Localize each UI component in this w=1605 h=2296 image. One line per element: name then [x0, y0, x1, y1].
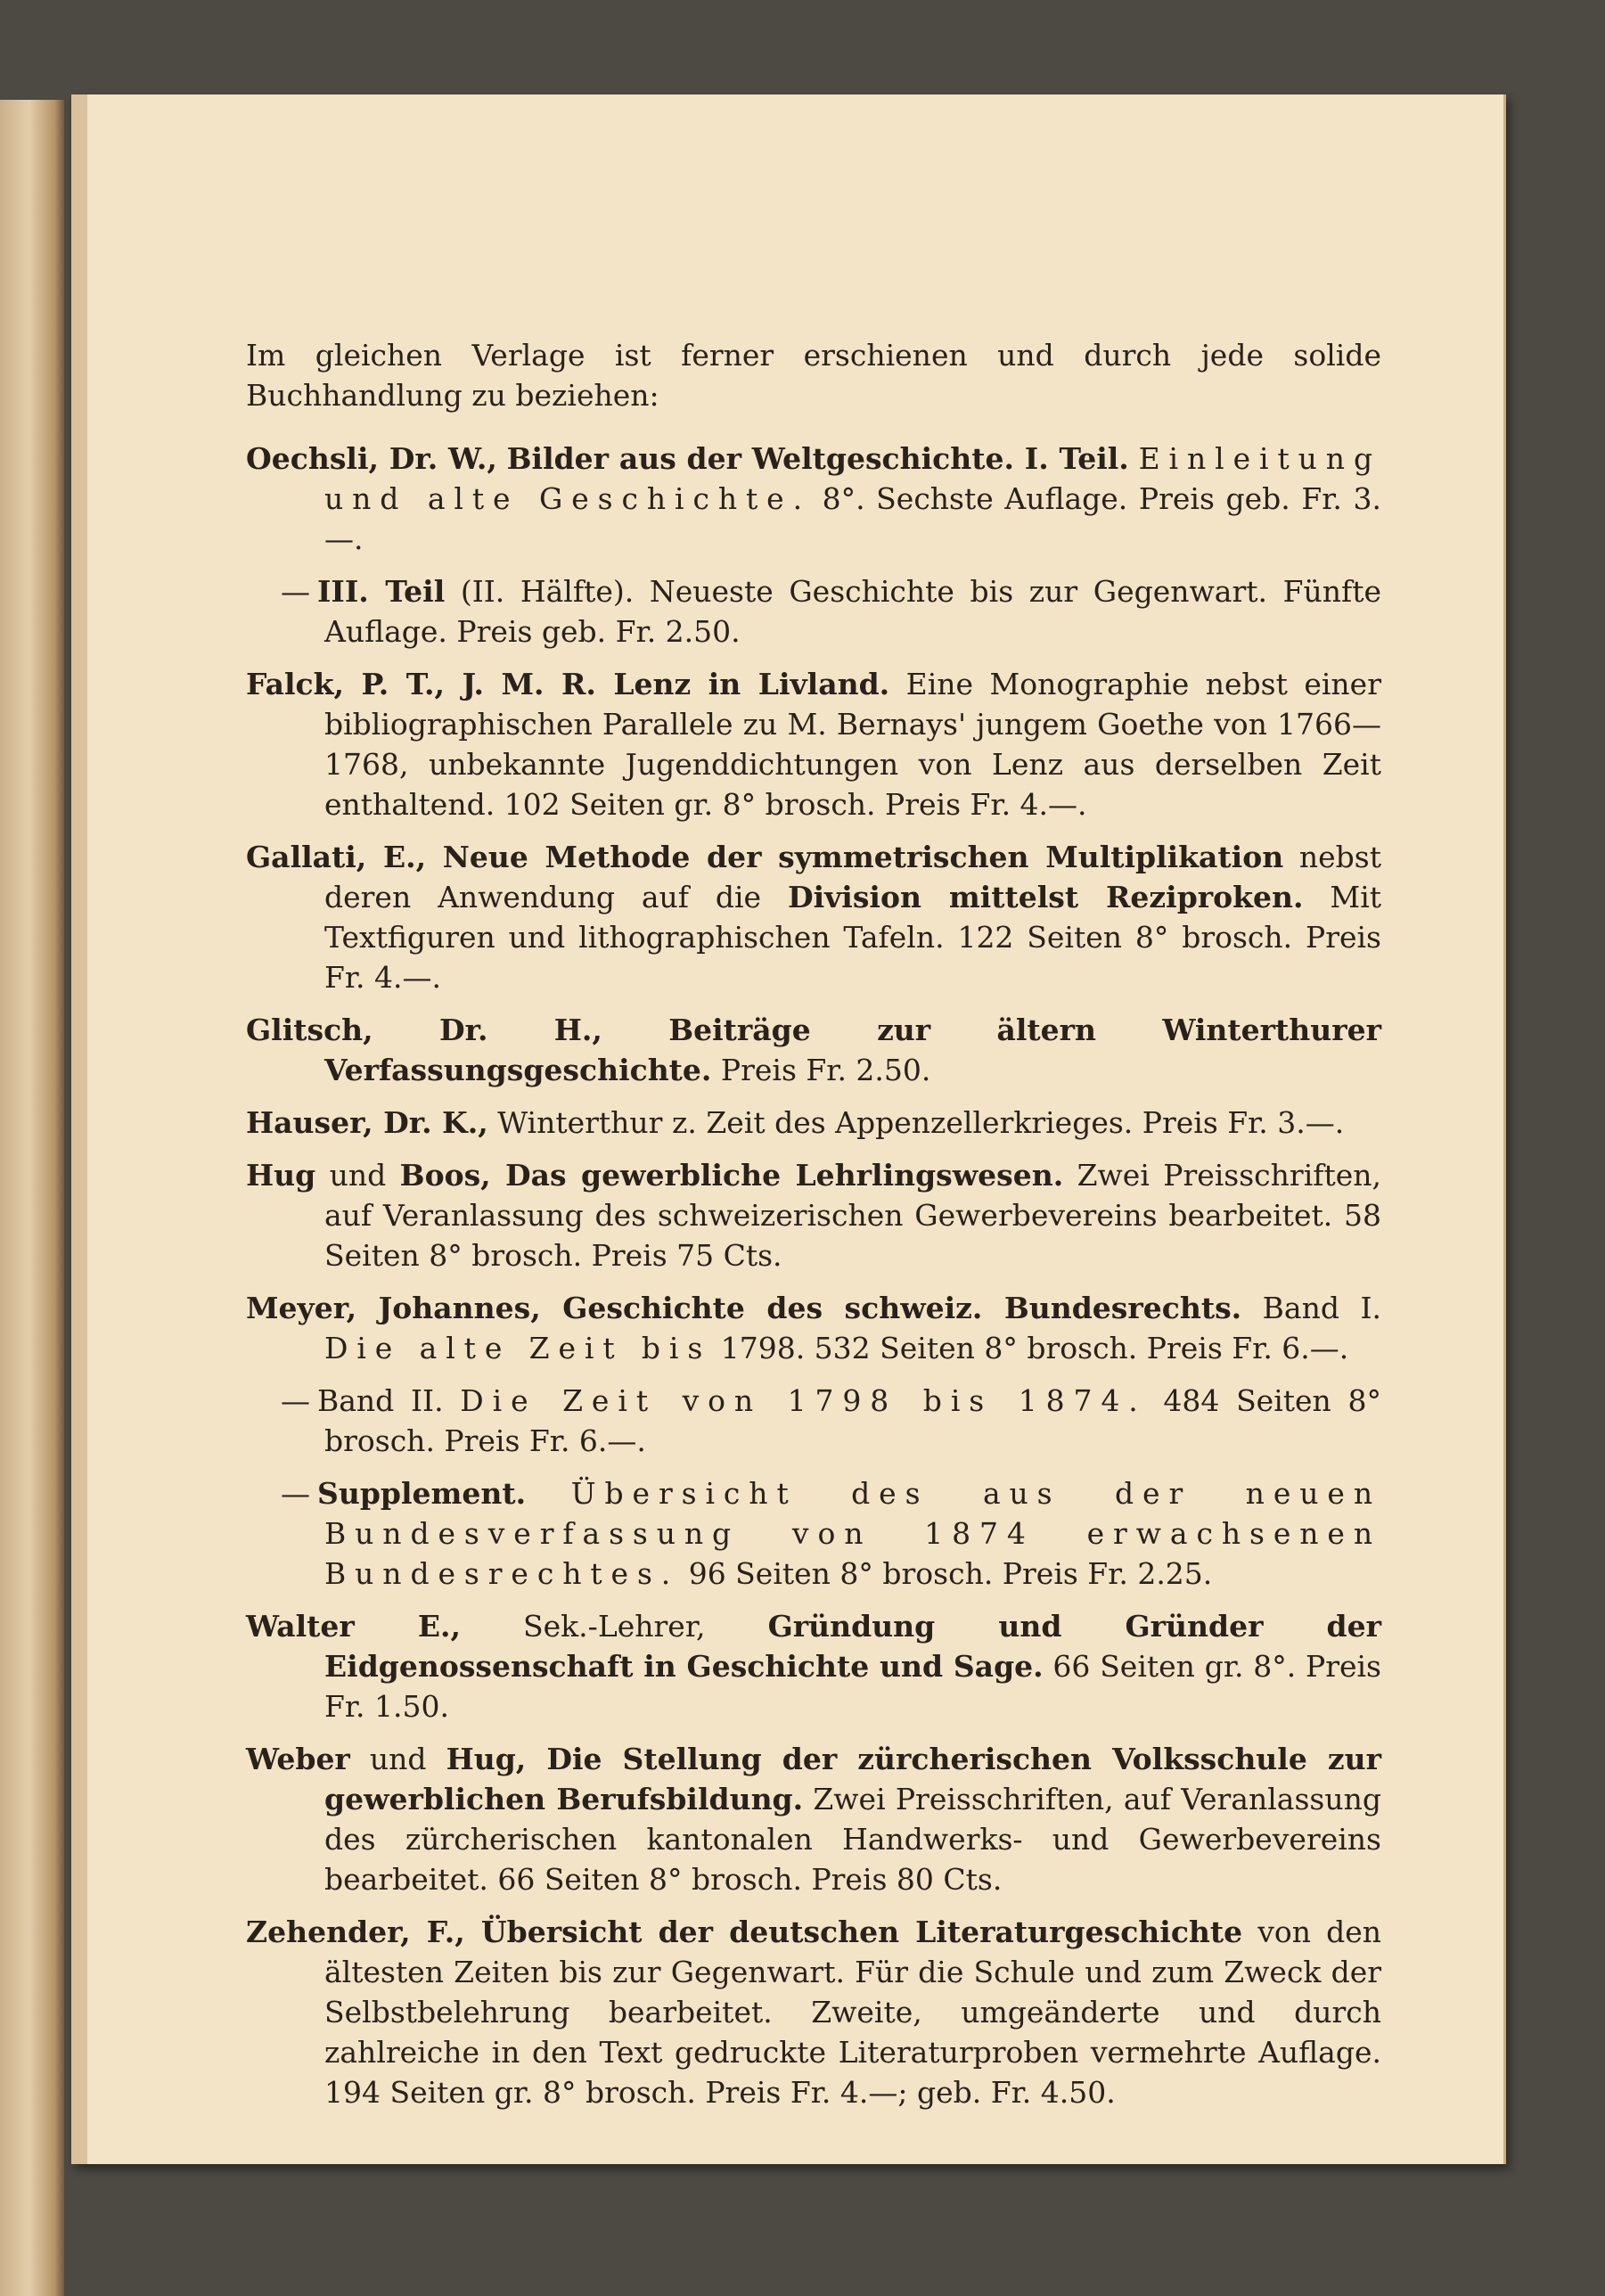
- entry-spaced-subtitle: Die alte Zeit bis: [324, 1331, 712, 1365]
- entry-author: Meyer, Johannes, Geschichte des schweiz. Bundesrechts.: [246, 1291, 1242, 1325]
- entry-details: Eine Monographie nebst einer bibliographischen Parallele zu M. Bernays' jungem Goethe von 1766—1768, unbekannte Jugenddichtungen von Lenz aus derselben Zeit enthaltend. 102 Seiten gr. 8° brosch. Preis Fr. 4.—.: [324, 667, 1381, 822]
- entry-details: Sek.-Lehrer,: [523, 1609, 706, 1644]
- entry-details: (II. Hälfte). Neueste Geschichte bis zur Gegenwart. Fünfte Auflage. Preis geb. Fr. 2.50.: [324, 574, 1381, 649]
- entry-zehender: [246, 1912, 1381, 2112]
- entry-details: Band I.: [1262, 1291, 1381, 1325]
- entry-details-2: Mit Textfiguren und lithographischen Tafeln. 122 Seiten 8° brosch. Preis Fr. 4.—.: [324, 880, 1382, 995]
- entry-author: Oechsli, Dr. W.,: [246, 441, 497, 476]
- entry-title: Supplement.: [317, 1476, 527, 1511]
- entry-title: Bilder aus der Weltgeschichte. I. Teil.: [506, 441, 1129, 476]
- intro-text: Im gleichen Verlage ist ferner erschienen und durch jede solide Buchhandlung zu beziehen:: [246, 338, 1381, 413]
- entry-details-2: 1798. 532 Seiten 8° brosch. Preis Fr. 6.—.: [720, 1331, 1349, 1365]
- entry-author: Hauser, Dr. K.,: [246, 1105, 488, 1140]
- entry-spaced-subtitle: Übersicht des aus der neuen Bundesverfassung von 1874 erwachsenen Bundesrechtes.: [324, 1476, 1381, 1591]
- entry-oechsli: [246, 439, 1381, 559]
- entry-meyer-band-2: [246, 1381, 1381, 1461]
- entry-meyer-supplement: [246, 1473, 1381, 1594]
- entry-details: nebst deren Anwendung auf die: [324, 840, 1381, 914]
- entry-details: Zwei Preisschriften, auf Veranlassung des zürcherischen kantonalen Handwerks- und Gewerbevereins bearbeitet. 66 Seiten 8° brosch. Preis 80 Cts.: [324, 1782, 1381, 1897]
- entry-weber-hug: [246, 1739, 1381, 1899]
- entry-oechsli-part-3: [246, 571, 1381, 652]
- entry-lead: Band II.: [317, 1383, 444, 1418]
- entry-author: Falck, P. T., J. M. R. Lenz in Livland.: [246, 667, 890, 701]
- entry-hauser: [246, 1103, 1381, 1143]
- entry-gallati: [246, 837, 1381, 997]
- entry-author: Zehender, F., Übersicht der deutschen Literaturgeschichte: [246, 1915, 1243, 1949]
- entry-author-2: Boos, Das gewerbliche Lehrlingswesen.: [399, 1158, 1064, 1193]
- continuation-dash: —: [281, 574, 310, 609]
- entry-details-2: 66 Seiten gr. 8°. Preis Fr. 1.50.: [324, 1649, 1381, 1724]
- continuation-dash: —: [281, 1476, 310, 1511]
- entry-title: Division mittelst Reziproken.: [787, 880, 1304, 914]
- entry-glitsch: [246, 1010, 1381, 1090]
- entry-author: Walter E.,: [246, 1609, 461, 1644]
- entry-details: von den ältesten Zeiten bis zur Gegenwart. Für die Schule und zum Zweck der Selbstbelehrung bearbeitet. Zweite, umgeänderte und durch zahlreiche in den Text gedruckte Literaturproben vermehrte Auflage. 194 Seiten gr. 8° brosch. Preis Fr. 4.—; geb. Fr. 4.50.: [324, 1915, 1382, 2110]
- entry-details: Zwei Preisschriften, auf Veranlassung des schweizerischen Gewerbevereins bearbeitet. 58 Seiten 8° brosch. Preis 75 Cts.: [324, 1158, 1381, 1273]
- entry-spaced-subtitle: Die Zeit von 1798 bis 1874.: [460, 1383, 1147, 1418]
- entry-spaced-subtitle: Einleitung und alte Geschichte.: [324, 441, 1381, 516]
- entry-author: Hug: [246, 1158, 316, 1193]
- entry-details: Preis Fr. 2.50.: [720, 1053, 931, 1087]
- entry-conjunction: und: [329, 1158, 387, 1193]
- entry-falck: [246, 664, 1381, 824]
- book-page: [71, 94, 1506, 2164]
- entry-details: 96 Seiten 8° brosch. Preis Fr. 2.25.: [688, 1556, 1213, 1591]
- entry-details: Winterthur z. Zeit des Appenzellerkrieges. Preis Fr. 3.—.: [497, 1105, 1345, 1140]
- entry-meyer: [246, 1288, 1381, 1368]
- entry-author: Weber: [246, 1742, 350, 1776]
- entry-conjunction: und: [369, 1742, 427, 1776]
- left-page-edge: [0, 100, 64, 2296]
- entry-author: Glitsch, Dr. H., Beiträge zur ältern Winterthurer Verfassungsgeschichte.: [246, 1013, 1381, 1087]
- entry-title: III. Teil: [317, 574, 446, 609]
- entry-walter: [246, 1606, 1381, 1726]
- entry-title: Gründung und Gründer der Eidgenossenschaft in Geschichte und Sage.: [324, 1609, 1382, 1684]
- catalog-text: [246, 335, 1381, 2125]
- entry-details: 8°. Sechste Auflage. Preis geb. Fr. 3.—.: [324, 481, 1381, 556]
- continuation-dash: —: [281, 1383, 310, 1418]
- entry-hug-boos: [246, 1155, 1381, 1275]
- entry-details: 484 Seiten 8° brosch. Preis Fr. 6.—.: [324, 1383, 1381, 1458]
- entry-author-2: Hug, Die Stellung der zürcherischen Volksschule zur gewerblichen Berufsbildung.: [324, 1742, 1381, 1816]
- entry-author: Gallati, E., Neue Methode der symmetrischen Multiplikation: [246, 840, 1284, 874]
